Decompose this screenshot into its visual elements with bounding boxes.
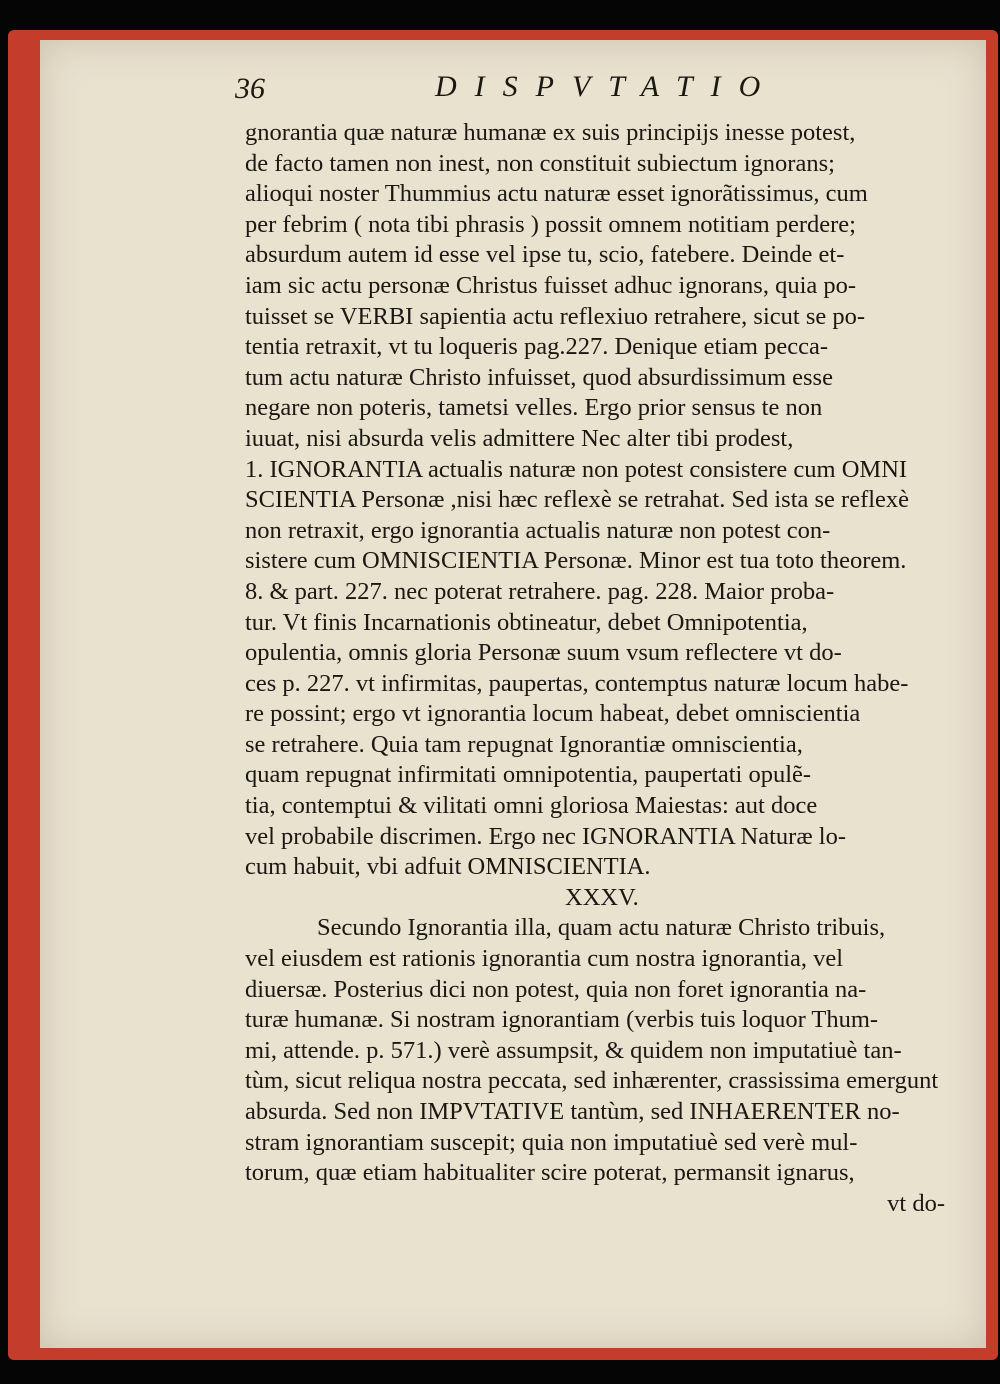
text-line: de facto tamen non inest, non constituit subiectum ignorans; xyxy=(245,149,835,177)
running-title: DISPVTATIO xyxy=(435,70,779,103)
text-line: mi, attende. p. 571.) verè assumpsit, & quidem non imputatiuè tan- xyxy=(245,1036,902,1064)
text-line: vel probabile discrimen. Ergo nec IGNORANTIA Naturæ lo- xyxy=(245,822,847,850)
text-line: tur. Vt finis Incarnationis obtineatur, debet Omnipotentia, xyxy=(245,608,808,636)
text-line: turæ humanæ. Si nostram ignorantiam (verbis tuis loquor Thum- xyxy=(245,1006,879,1034)
page-number: 36 xyxy=(235,72,265,105)
text-line: tum actu naturæ Christo infuisset, quod absurdissimum esse xyxy=(245,363,833,391)
text-line: diuersæ. Posterius dici non potest, quia non foret ignorantia na- xyxy=(245,975,867,1003)
text-line: opulentia, omnis gloria Personæ suum vsum reflectere vt do- xyxy=(245,639,842,667)
catchword: vt do- xyxy=(887,1189,945,1217)
text-line: cum habuit, vbi adfuit OMNISCIENTIA. xyxy=(245,853,651,881)
text-line: per febrim ( nota tibi phrasis ) possit omnem notitiam perdere; xyxy=(245,210,856,238)
text-line: gnorantia quæ naturæ humanæ ex suis principijs inesse potest, xyxy=(245,119,856,146)
text-line: se retrahere. Quia tam repugnat Ignorantiæ omniscientia, xyxy=(245,730,803,758)
text-line: ces p. 227. vt infirmitas, paupertas, contemptus naturæ locum habe- xyxy=(245,669,909,697)
text-line: absurda. Sed non IMPVTATIVE tantùm, sed INHAERENTER no- xyxy=(245,1098,900,1125)
text-line: 8. & part. 227. nec poterat retrahere. pag. 228. Maior proba- xyxy=(245,577,835,605)
text-line: iam sic actu personæ Christus fuisset adhuc ignorans, quia po- xyxy=(245,271,857,299)
page-header xyxy=(235,70,935,118)
text-line: iuuat, nisi absurda velis admittere Nec alter tibi prodest, xyxy=(245,424,794,452)
body-text xyxy=(245,118,967,1219)
text-line: sistere cum OMNISCIENTIA Personæ. Minor est tua toto theorem. xyxy=(245,547,907,575)
text-line: quam repugnat infirmitati omnipotentia, paupertati opulẽ- xyxy=(245,761,812,789)
text-line: Secundo Ignorantia illa, quam actu naturæ Christo tribuis, xyxy=(317,914,886,942)
text-line: 1. IGNORANTIA actualis naturæ non potest consistere cum OMNI xyxy=(245,455,908,483)
text-line: non retraxit, ergo ignorantia actualis naturæ non potest con- xyxy=(245,516,831,544)
text-line: stram ignorantiam suscepit; quia non imputatiuè sed verè mul- xyxy=(245,1128,858,1156)
text-line: tùm, sicut reliqua nostra peccata, sed inhærenter, crassissima emergunt xyxy=(245,1067,939,1095)
text-line: torum, quæ etiam habitualiter scire poterat, permansit ignarus, xyxy=(245,1159,855,1187)
text-line: tia, contemptui & vilitati omni gloriosa Maiestas: aut doce xyxy=(245,792,818,820)
text-line: re possint; ergo vt ignorantia locum habeat, debet omniscientia xyxy=(245,700,861,728)
text-line: tuisset se VERBI sapientia actu reflexiuo retrahere, sicut se po- xyxy=(245,302,866,330)
text-line: SCIENTIA Personæ ,nisi hæc reflexè se retrahat. Sed ista se reflexè xyxy=(245,486,910,514)
text-line: vel eiusdem est rationis ignorantia cum nostra ignorantia, vel xyxy=(245,945,844,973)
text-line: tentia retraxit, vt tu loqueris pag.227. Denique etiam pecca- xyxy=(245,333,829,361)
section-heading: XXXV. xyxy=(565,883,639,911)
text-line: alioqui noster Thummius actu naturæ esset ignorãtissimus, cum xyxy=(245,180,868,208)
text-line: absurdum autem id esse vel ipse tu, scio, fatebere. Deinde et- xyxy=(245,241,845,269)
text-line: negare non poteris, tametsi velles. Ergo prior sensus te non xyxy=(245,394,823,422)
